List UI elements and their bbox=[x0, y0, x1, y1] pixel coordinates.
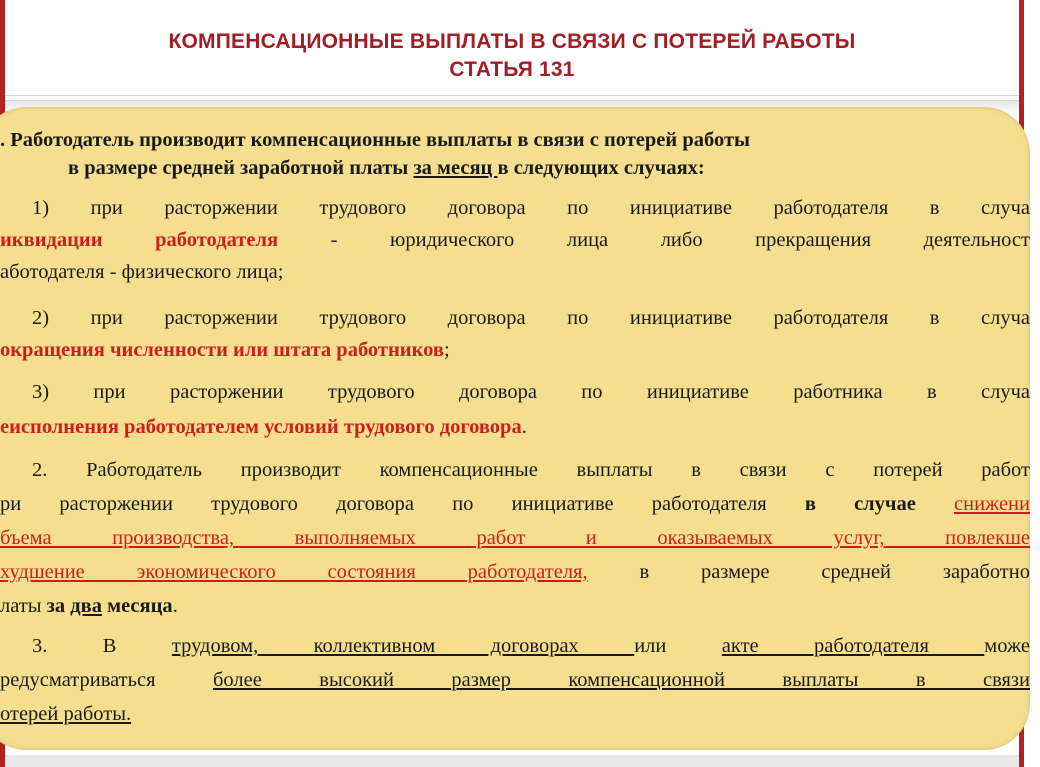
para-1-line-1: . Работодатель производит компенсационные выплаты в связи с потерей работы bbox=[0, 129, 751, 151]
title-line-1: КОМПЕНСАЦИОННЫЕ ВЫПЛАТЫ В СВЯЗИ С ПОТЕРЕЙ РАБОТЫ bbox=[168, 30, 856, 53]
para-2-line-2: ри расторжении трудового договора по инициативе работодателя в случае снижени bbox=[0, 493, 1030, 515]
case-2-line-1: 2) при расторжении трудового договора по инициативе работодателя в случа bbox=[32, 307, 1030, 329]
para-3-line-2: редусматриваться более высокий размер компенсационной выплаты в связи bbox=[0, 669, 1030, 691]
case-3-line-2: еисполнения работодателем условий трудового договора. bbox=[0, 416, 527, 438]
case-1-line-2: иквидации работодателя - юридического лица либо прекращения деятельност bbox=[0, 229, 1030, 251]
para-2-line-5: латы за два месяца. bbox=[0, 595, 178, 617]
bottom-bar bbox=[5, 755, 1019, 767]
title-line-2: СТАТЬЯ 131 bbox=[449, 58, 575, 81]
para-2-line-1: 2. Работодатель производит компенсационные выплаты в связи с потерей работ bbox=[32, 459, 1030, 481]
slide-title bbox=[5, 28, 1019, 84]
case-2-line-2: окращения численности или штата работников; bbox=[0, 339, 450, 361]
case-1-line-3: аботодателя - физического лица; bbox=[0, 261, 284, 283]
para-2-line-4: худшение экономического состояния работодателя, в размере средней заработно bbox=[0, 561, 1030, 583]
case-1-line-1: 1) при расторжении трудового договора по инициативе работодателя в случа bbox=[32, 197, 1030, 219]
para-2-line-3: бъема производства, выполняемых работ и оказываемых услуг, повлекше bbox=[0, 527, 1030, 549]
article-text bbox=[0, 117, 1030, 757]
case-3-line-1: 3) при расторжении трудового договора по инициативе работника в случа bbox=[32, 381, 1030, 403]
slide-header bbox=[5, 0, 1019, 96]
para-3-line-1: 3. В трудовом, коллективном договорах или акте работодателя може bbox=[32, 635, 1030, 657]
para-3-line-3: отерей работы. bbox=[0, 703, 132, 725]
para-1-line-2: в размере средней заработной платы за месяц в следующих случаях: bbox=[68, 157, 705, 179]
header-divider bbox=[5, 95, 1019, 96]
